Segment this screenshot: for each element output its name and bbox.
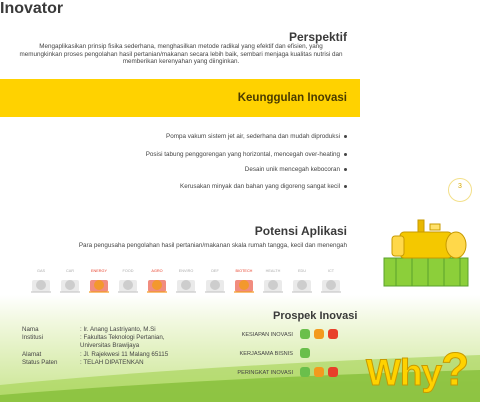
rating-badge-icon xyxy=(314,367,324,377)
potensi-heading: Potensi Aplikasi xyxy=(254,224,347,238)
sector-icon xyxy=(115,269,141,296)
why-logo xyxy=(366,342,468,396)
sector-icon-label: ENVIRO xyxy=(178,269,194,273)
sector-icon-label: AGRO xyxy=(151,269,163,273)
inovator-heading: Inovator xyxy=(0,0,64,17)
page-number-circle xyxy=(448,178,472,202)
perspektif-heading: Perspektif xyxy=(288,30,347,44)
keunggulan-heading: Keunggulan Inovasi xyxy=(237,92,347,104)
inovator-value: : Fakultas Teknologi Pertanian, xyxy=(80,334,165,341)
inovator-key: Nama xyxy=(22,326,39,333)
prospek-badges-kerjasama xyxy=(300,348,346,360)
potensi-paragraph: Para pengusaha pengolahan hasil pertanian/makanan skala rumah tangga, kecil dan menengah xyxy=(78,242,347,249)
feature-text: Desain unik mencegah kebocoran xyxy=(244,166,340,173)
feature-text: Pompa vakum sistem jet air, sederhana dan mudah diproduksi xyxy=(166,133,340,140)
why-text: Why xyxy=(366,352,442,393)
sector-icon-label: CAR xyxy=(65,269,75,273)
feature-text: Kerusakan minyak dan bahan yang digoreng sangat kecil xyxy=(180,183,340,190)
inovator-key: Alamat xyxy=(22,351,42,358)
bullet-icon xyxy=(344,185,347,188)
sector-icon xyxy=(173,269,199,296)
bullet-icon xyxy=(344,153,347,156)
prospek-label: KESIAPAN INOVASI xyxy=(241,332,293,338)
sector-icon xyxy=(144,269,170,296)
sector-icon-label: GAS xyxy=(36,269,46,273)
sector-icon xyxy=(231,269,257,296)
inovator-value: Universitas Brawijaya xyxy=(80,342,140,349)
question-mark-icon: ? xyxy=(441,343,469,395)
feature-item xyxy=(146,151,347,158)
inovator-value: : Jl. Rajekwesi 11 Malang 65115 xyxy=(80,351,169,358)
sector-icon xyxy=(202,269,228,296)
rating-badge-icon xyxy=(300,348,310,358)
sector-icon-label: ICT xyxy=(327,269,335,273)
sector-icon-label: EDU xyxy=(297,269,307,273)
sector-icon xyxy=(57,269,83,296)
sector-icon xyxy=(86,269,112,296)
rating-badge-icon xyxy=(314,329,324,339)
feature-item xyxy=(180,183,347,190)
rating-badge-icon xyxy=(300,367,310,377)
rating-badge-icon xyxy=(328,329,338,339)
inovator-key: Status Paten xyxy=(22,359,58,366)
sector-icon-label: ENERGY xyxy=(90,269,108,273)
page-number: 3 xyxy=(458,183,462,190)
sector-icon-label: BIOTECH xyxy=(235,269,253,273)
vacuum-fryer-illustration xyxy=(378,218,474,290)
feature-item xyxy=(166,133,347,140)
perspektif-paragraph: Mengaplikasikan prinsip fisika sederhana, menghasilkan metode radikal yang efektif dan efisien, yang memungkinkan proses pengolahan hasil pertanian/makanan secara lebih baik, sembari menjaga kualitas nutrisi dan memberikan kerenyahan yang diinginkan. xyxy=(19,43,343,66)
prospek-heading: Prospek Inovasi xyxy=(273,310,358,322)
sector-icon-label: HEALTH xyxy=(265,269,281,273)
inovator-value: : TELAH DIPATENKAN xyxy=(80,359,144,366)
sector-icon xyxy=(318,269,344,296)
prospek-label: KERJASAMA BISNIS xyxy=(239,351,293,357)
feature-text: Posisi tabung penggorengan yang horizontal, mencegah over-heating xyxy=(145,151,340,158)
inovator-value: : Ir. Anang Lastriyanto, M.Si xyxy=(80,326,156,333)
feature-item xyxy=(245,166,347,173)
sector-icon xyxy=(260,269,286,296)
rating-badge-icon xyxy=(328,367,338,377)
sector-icon xyxy=(28,269,54,296)
bullet-icon xyxy=(344,168,347,171)
prospek-label: PERINGKAT INOVASI xyxy=(237,370,293,376)
sector-icon xyxy=(289,269,315,296)
sector-icon-label: FOOD xyxy=(122,269,134,273)
prospek-badges-peringkat xyxy=(300,367,346,379)
rating-badge-icon xyxy=(300,329,310,339)
inovator-key: Institusi xyxy=(22,334,43,341)
bullet-icon xyxy=(344,135,347,138)
prospek-badges-kesiapan xyxy=(300,329,346,341)
sector-icon-label: DEF xyxy=(211,269,219,273)
